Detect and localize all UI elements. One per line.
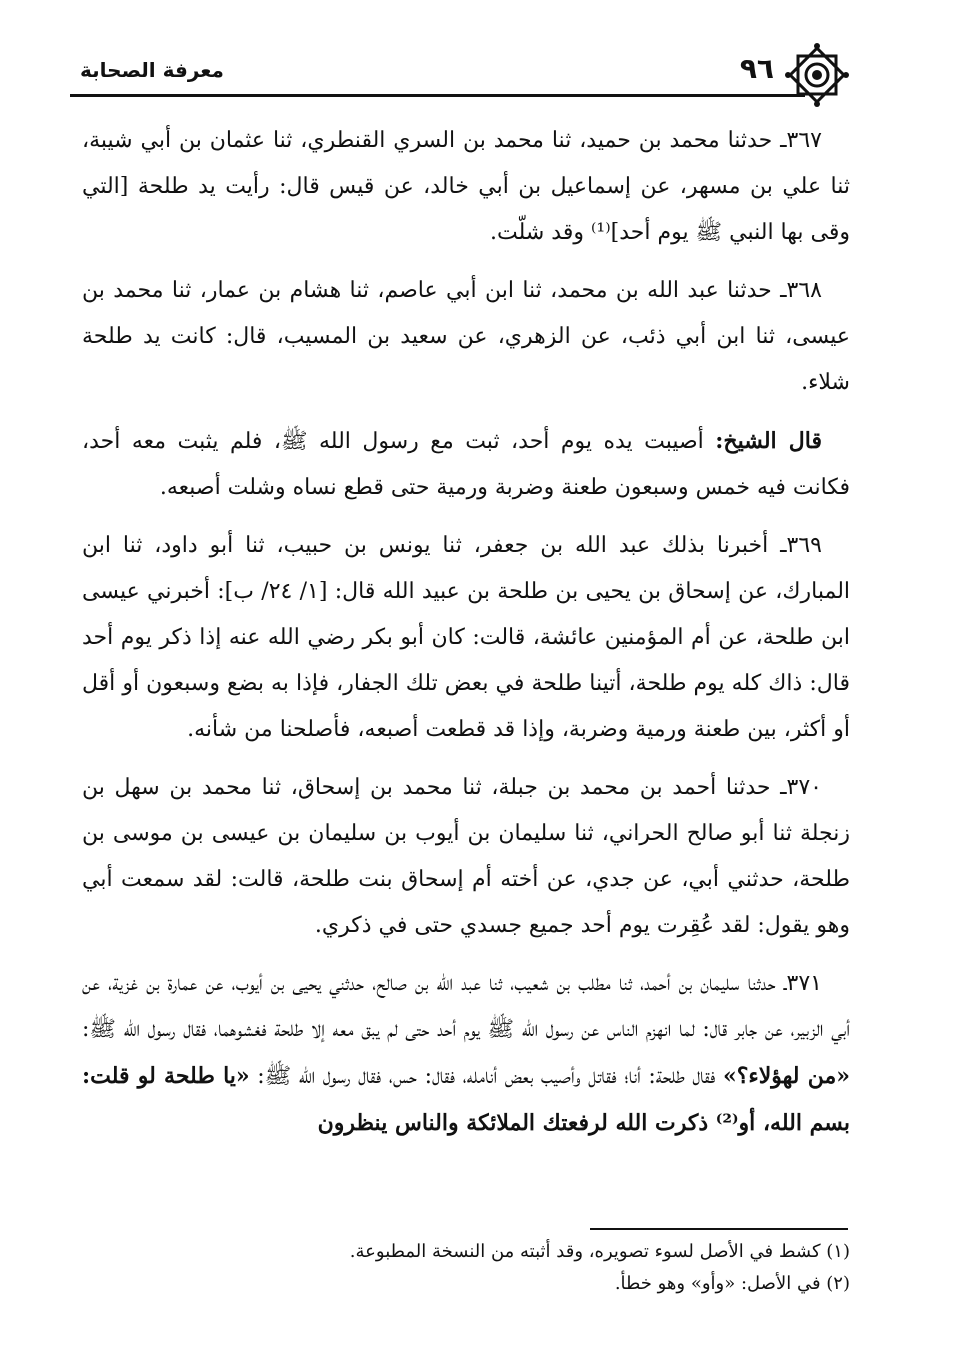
hadith-369: ٣٦٩ـ أخبرنا بذلك عبد الله بن جعفر، ثنا يونس بن حبيب، ثنا أبو داود، ثنا ابن المبارك، عن إسحاق بن يحيى بن طلحة بن عبيد الله قال: [١/ ٢٤/ ب]: أخبرني عيسى ابن طلحة، عن أم المؤمنين عائشة، قالت: كان أبو بكر رضي الله عنه إذا ذكر يوم أحد قال: ذاك كله يوم طلحة، أتينا طلحة في بعض تلك الجفار، فإذا به بضع وسبعون أو أقل أو أكثر، بين طعنة ورمية وضربة، وإذا قد قطعت أصبعه، فأصلحنا من شأنه. (82, 533, 851, 742)
footnote-2: (٢) في الأصل: «وأو» وهو خطأ. (614, 1273, 850, 1294)
hadith-370: ٣٧٠ـ حدثنا أحمد بن محمد بن جبلة، ثنا محمد بن إسحاق، ثنا محمد بن سهل بن زنجلة ثنا أبو صالح الحراني، ثنا سليمان بن أيوب بن سليمان بن عيسى بن موسى بن طلحة، حدثني أبي، عن جدي، عن أخته أم إسحاق بنت طلحة، قالت: لقد سمعت أبي وهو يقول: لقد عُقِرت يوم أحد جميع جسدي حتى في ذكري. (82, 775, 850, 938)
hadith-371-quote-2: «يا طلحة لو قلت: بسم الله، أو⁽²⁾ ذكرت الله لرفعتك الملائكة والناس ينظرون (82, 1063, 850, 1136)
hadith-371-text: ٣٧١ـ حدثنا سليمان بن أحمد، ثنا مطلب بن شعيب، ثنا عبد الله بن صالح، حدثني يحيى بن أيوب، عن عمارة بن غزية، عن أبي الزبير، عن جابر قال: لما انهزم الناس عن رسول الله ﷺ يوم أحد حتى لم يبق معه إلا طلحة فغشوهما، فقال رسول الله ﷺ: (82, 971, 850, 1042)
book-title: معرفة الصحابة (80, 58, 224, 82)
sheikh-label: قال الشيخ: (715, 428, 823, 454)
footnote-rule (590, 1228, 848, 1230)
header-rule (70, 94, 805, 97)
page-number: ٩٦ (739, 52, 774, 85)
octagram-ornament-icon (782, 40, 852, 110)
hadith-368: ٣٦٨ـ حدثنا عبد الله بن محمد، ثنا ابن أبي عاصم، ثنا هشام بن عمار، ثنا محمد بن عيسى، ثنا ابن أبي ذئب، عن الزهري، عن سعيد بن المسيب، قال: كانت يد طلحة شلاء. (82, 278, 850, 395)
footnote-1: (١) كشط في الأصل لسوء تصويره، وقد أثبته من النسخة المطبوعة. (349, 1241, 850, 1262)
sheikh-comment-text: أصيبت يده يوم أحد، ثبت مع رسول الله ﷺ، فلم يثبت معه أحد، فكانت فيه خمس وسبعون طعنة وضربة ورمية حتى قطع نساه وشلت أصبعه. (82, 429, 850, 500)
hadith-367: ٣٦٧ـ حدثنا محمد بن حميد، ثنا محمد بن السري القنطري، ثنا عثمان بن أبي شيبة، ثنا علي بن مسهر، عن إسماعيل بن أبي خالد، عن قيس قال: رأيت يد طلحة [التي وقى بها النبي ﷺ يوم أحد]⁽¹⁾ وقد شلّت. (82, 128, 850, 245)
page-header (70, 52, 852, 112)
footnotes (82, 1236, 850, 1300)
main-text (82, 118, 850, 1159)
hadith-371-mid: فقال طلحة: أنا؛ فقاتل وأصيب بعض أنامله، فقال: حس، فقال رسول الله ﷺ: (257, 1064, 716, 1089)
sheikh-comment (82, 418, 850, 511)
hadith-371 (82, 961, 850, 1147)
hadith-371-quote-1: «من لهؤلاء؟» (722, 1063, 851, 1089)
